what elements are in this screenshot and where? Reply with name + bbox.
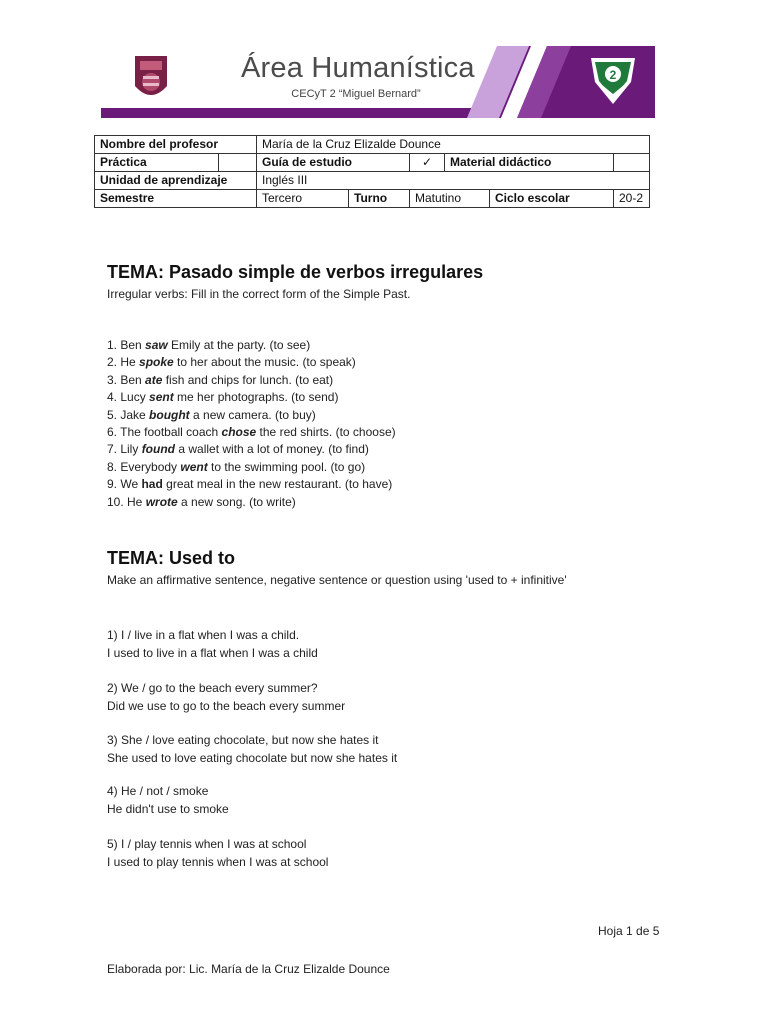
banner-title: Área Humanística	[241, 52, 475, 84]
unidad-label: Unidad de aprendizaje	[95, 172, 257, 190]
answer-verb: bought	[149, 407, 190, 422]
exercise-prompt: 3) She / love eating chocolate, but now she hates it	[107, 733, 379, 747]
list-item: 3. Ben ate fish and chips for lunch. (to eat)	[107, 372, 334, 387]
practica-value	[219, 154, 257, 172]
ciclo-value: 20-2	[614, 190, 650, 208]
semestre-value: Tercero	[257, 190, 349, 208]
exercise-prompt: 1) I / live in a flat when I was a child.	[107, 628, 300, 642]
semestre-label: Semestre	[95, 190, 257, 208]
list-item: 6. The football coach chose the red shirts. (to choose)	[107, 425, 396, 440]
ipn-logo-icon	[129, 52, 173, 106]
info-table	[94, 135, 650, 208]
exercise-answer: Did we use to go to the beach every summer	[107, 698, 346, 713]
section1-instruction: Irregular verbs: Fill in the correct form of the Simple Past.	[107, 287, 411, 301]
footer-author: Elaborada por: Lic. María de la Cruz Elizalde Dounce	[107, 962, 390, 976]
exercise-prompt: 2) We / go to the beach every summer?	[107, 681, 318, 695]
table-row	[95, 136, 650, 154]
answer-verb: ate	[145, 372, 163, 387]
section1-title: TEMA: Pasado simple de verbos irregulares	[107, 262, 484, 282]
list-item: 8. Everybody went to the swimming pool. (to go)	[107, 459, 366, 474]
list-item	[107, 680, 345, 715]
exercise-answer: She used to love eating chocolate but now she hates it	[107, 750, 398, 765]
list-item	[107, 732, 397, 767]
guia-checkmark-icon: ✓	[410, 154, 445, 172]
answer-verb: had	[141, 477, 163, 492]
profesor-value: María de la Cruz Elizalde Dounce	[257, 136, 650, 154]
answer-verb: wrote	[145, 494, 178, 509]
answer-verb: went	[180, 459, 208, 474]
unidad-value: Inglés III	[257, 172, 650, 190]
svg-text:2: 2	[609, 68, 617, 82]
exercise-answer: I used to play tennis when I was at school	[107, 854, 329, 869]
exercise-prompt: 5) I / play tennis when I was at school	[107, 837, 307, 851]
page-number: Hoja 1 de 5	[598, 924, 660, 938]
table-row	[95, 190, 650, 208]
turno-label: Turno	[349, 190, 410, 208]
exercise-prompt: 4) He / not / smoke	[107, 784, 209, 798]
list-item	[107, 783, 229, 818]
list-item: 2. He spoke to her about the music. (to speak)	[107, 355, 356, 370]
section2-title: TEMA: Used to	[107, 548, 235, 568]
answer-verb: spoke	[139, 355, 174, 370]
list-item: 10. He wrote a new song. (to write)	[107, 494, 296, 509]
material-value	[614, 154, 650, 172]
list-item: 5. Jake bought a new camera. (to buy)	[107, 407, 316, 422]
list-item: 7. Lily found a wallet with a lot of money. (to find)	[107, 442, 369, 457]
banner-subtitle: CECyT 2 “Miguel Bernard”	[291, 88, 421, 100]
ciclo-label: Ciclo escolar	[490, 190, 614, 208]
answer-verb: sent	[149, 390, 174, 405]
material-label: Material didáctico	[445, 154, 614, 172]
answer-verb: chose	[221, 425, 257, 440]
profesor-label: Nombre del profesor	[95, 136, 257, 154]
guia-label: Guía de estudio	[257, 154, 410, 172]
answer-verb: found	[141, 442, 176, 457]
section2-instruction: Make an affirmative sentence, negative sentence or question using 'used to + infinitive'	[107, 573, 567, 587]
exercise-answer: He didn't use to smoke	[107, 801, 229, 816]
list-item: 9. We had great meal in the new restaurant. (to have)	[107, 477, 393, 492]
turno-value: Matutino	[410, 190, 490, 208]
list-item	[107, 836, 328, 871]
practica-label: Práctica	[95, 154, 219, 172]
list-item	[107, 627, 318, 662]
school-shield-icon	[587, 52, 639, 108]
header-banner	[101, 46, 655, 118]
answer-verb: saw	[145, 338, 168, 352]
list-item: 4. Lucy sent me her photographs. (to send)	[107, 390, 339, 405]
table-row	[95, 154, 650, 172]
exercise-answer: I used to live in a flat when I was a child	[107, 645, 318, 660]
table-row	[95, 172, 650, 190]
section1-list	[107, 337, 396, 511]
list-item: 1. Ben saw Emily at the party. (to see)	[107, 338, 311, 352]
